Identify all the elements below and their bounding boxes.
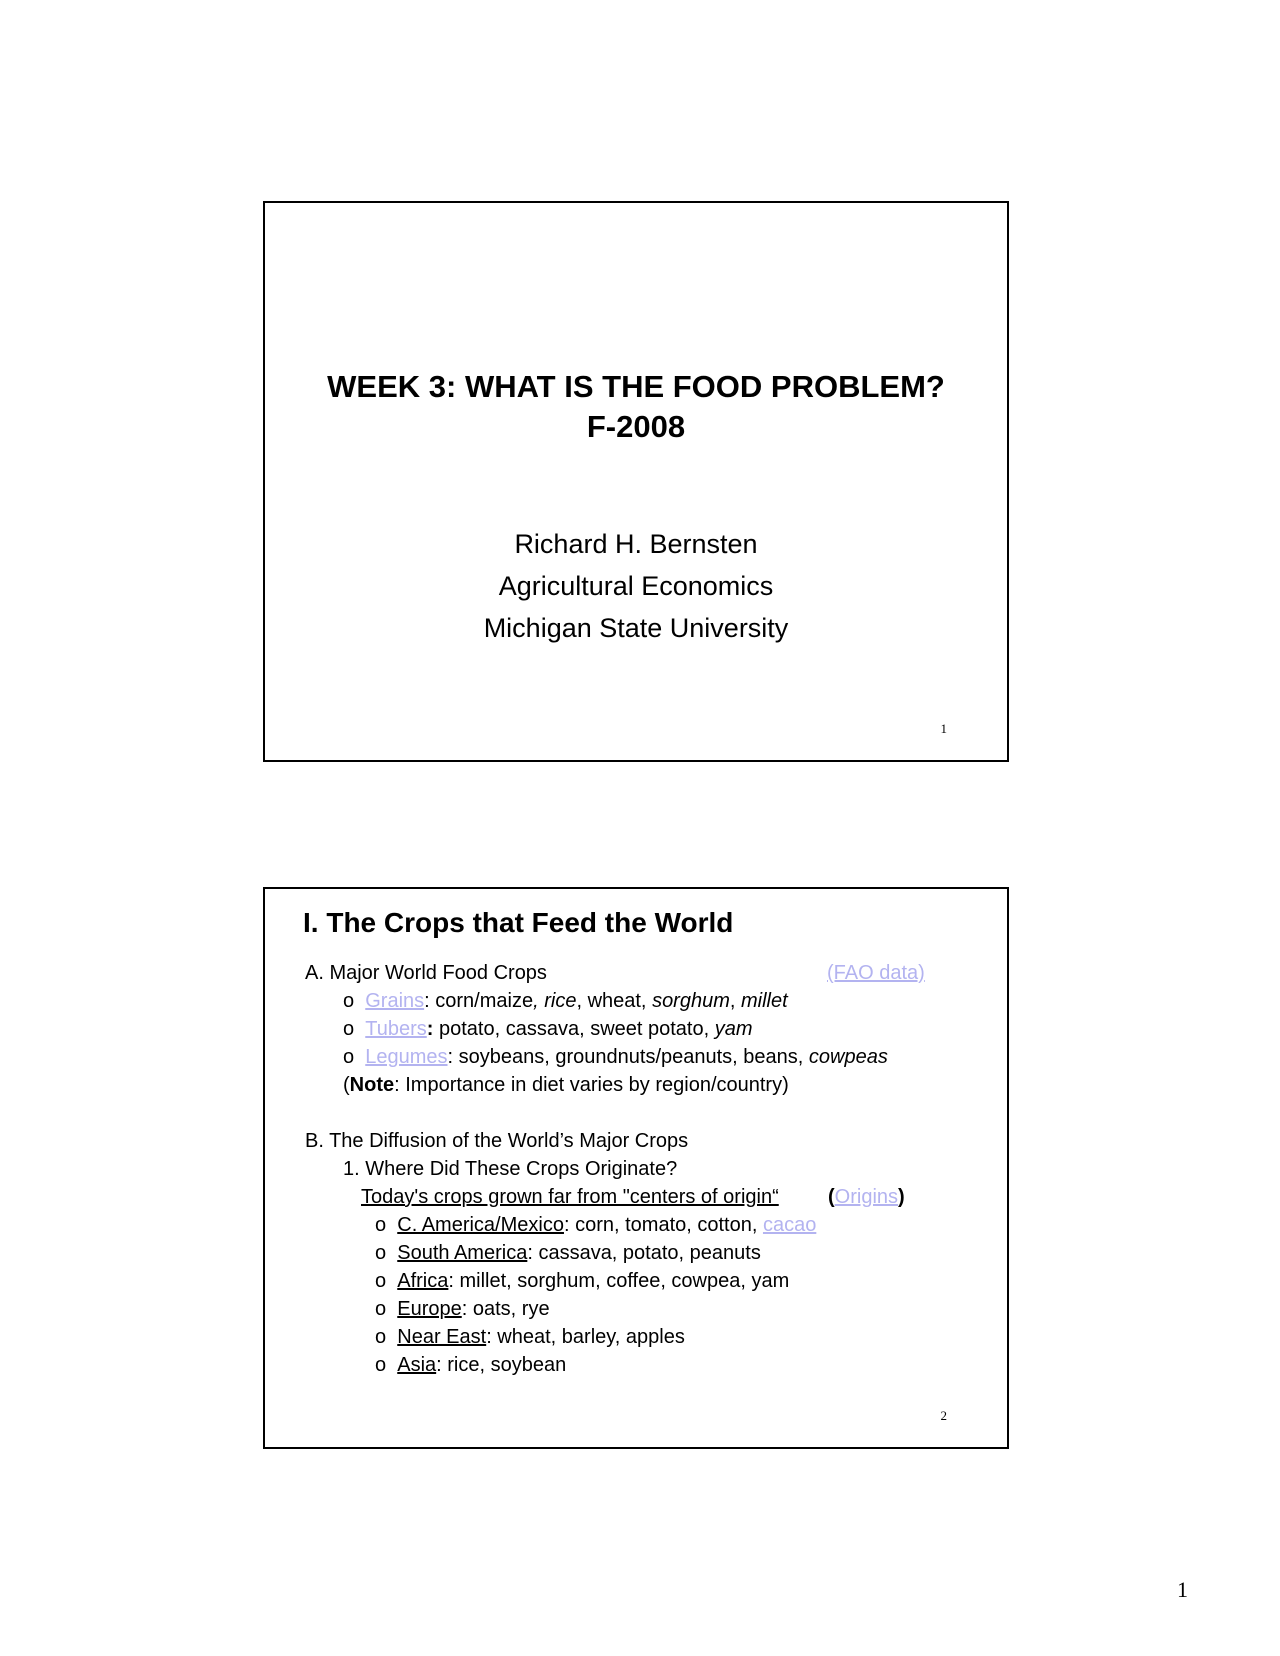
bullet: o xyxy=(375,1298,387,1320)
region-crops: : corn, tomato, cotton, xyxy=(563,1214,763,1236)
item-text: potato, cassava, sweet potato, xyxy=(433,1018,715,1040)
item-text: sorghum xyxy=(652,990,730,1012)
region-name: Africa xyxy=(397,1270,449,1292)
item-text: millet xyxy=(741,990,788,1012)
title-line-2: F-2008 xyxy=(586,409,686,444)
bullet: o xyxy=(375,1326,387,1348)
item-text: , wheat, xyxy=(576,990,653,1012)
bullet: o xyxy=(343,1018,355,1040)
legumes-link[interactable]: Legumes xyxy=(365,1046,448,1068)
region-crops: : rice, soybean xyxy=(436,1354,567,1376)
bullet: o xyxy=(343,990,355,1012)
bullet: o xyxy=(375,1214,387,1236)
item-text: , xyxy=(533,990,545,1012)
region-name: South America xyxy=(397,1242,528,1264)
section-b-subheading: 1. Where Did These Crops Originate? xyxy=(343,1158,678,1180)
item-text: rice xyxy=(544,990,577,1012)
item-text: : soybeans, groundnuts/peanuts, beans, xyxy=(447,1046,809,1068)
bullet: o xyxy=(375,1242,387,1264)
origins-link[interactable]: Origins xyxy=(834,1186,899,1208)
author-name: Richard H. Bernsten xyxy=(514,529,758,559)
cacao-link[interactable]: cacao xyxy=(762,1214,817,1236)
origins-paren: ) xyxy=(898,1186,905,1208)
list-item xyxy=(343,1044,888,1070)
note-text: : Importance in diet varies by region/country) xyxy=(394,1074,789,1096)
section-a-heading: A. Major World Food Crops xyxy=(305,962,547,984)
item-text: cowpeas xyxy=(808,1046,888,1068)
slide-1 xyxy=(263,201,1009,762)
centers-of-origin-line xyxy=(361,1184,779,1210)
grains-link[interactable]: Grains xyxy=(365,990,425,1012)
region-item xyxy=(375,1240,761,1266)
author-university: Michigan State University xyxy=(483,613,789,643)
section-b-heading: B. The Diffusion of the World’s Major Crops xyxy=(305,1130,689,1152)
region-name: C. America/Mexico xyxy=(397,1214,564,1236)
slide-number: 2 xyxy=(940,1408,947,1423)
region-crops: : oats, rye xyxy=(461,1298,550,1320)
item-text: yam xyxy=(714,1018,753,1040)
slide-2 xyxy=(263,887,1009,1449)
bullet: o xyxy=(375,1354,387,1376)
author-block xyxy=(265,523,1007,649)
slide-1-title xyxy=(265,367,1007,447)
slide-2-title: I. The Crops that Feed the World xyxy=(303,907,734,938)
page-number: 1 xyxy=(1177,1577,1188,1602)
region-crops: : wheat, barley, apples xyxy=(486,1326,685,1348)
region-crops: : millet, sorghum, coffee, cowpea, yam xyxy=(448,1270,790,1292)
title-line-1: WEEK 3: WHAT IS THE FOOD PROBLEM? xyxy=(327,369,945,404)
item-text: : corn/maize xyxy=(424,990,534,1012)
origins-link-group xyxy=(828,1184,905,1210)
region-item xyxy=(375,1212,816,1238)
fao-data-link[interactable] xyxy=(827,960,925,986)
note-label: Note xyxy=(349,1074,395,1096)
item-text: , xyxy=(729,990,741,1012)
author-department: Agricultural Economics xyxy=(498,571,774,601)
region-item xyxy=(375,1268,789,1294)
region-name: Asia xyxy=(397,1354,437,1376)
bullet: o xyxy=(343,1046,355,1068)
slide-number: 1 xyxy=(940,721,947,736)
region-item xyxy=(375,1296,550,1322)
region-name: Europe xyxy=(397,1298,462,1320)
item-text: : xyxy=(426,1018,434,1040)
centers-of-origin-text: Today's crops grown far from "centers of origin“ xyxy=(361,1186,779,1208)
region-name: Near East xyxy=(397,1326,487,1348)
origins-paren: ( xyxy=(828,1186,835,1208)
note-paren: ( xyxy=(343,1074,350,1096)
tubers-link[interactable]: Tubers xyxy=(365,1018,427,1040)
fao-data-link-text[interactable]: (FAO data) xyxy=(827,962,925,984)
list-item xyxy=(343,1016,753,1042)
region-item xyxy=(375,1324,685,1350)
region-item xyxy=(375,1352,566,1378)
bullet: o xyxy=(375,1270,387,1292)
note-line xyxy=(343,1072,789,1098)
region-crops: : cassava, potato, peanuts xyxy=(527,1242,761,1264)
list-item xyxy=(343,988,788,1014)
